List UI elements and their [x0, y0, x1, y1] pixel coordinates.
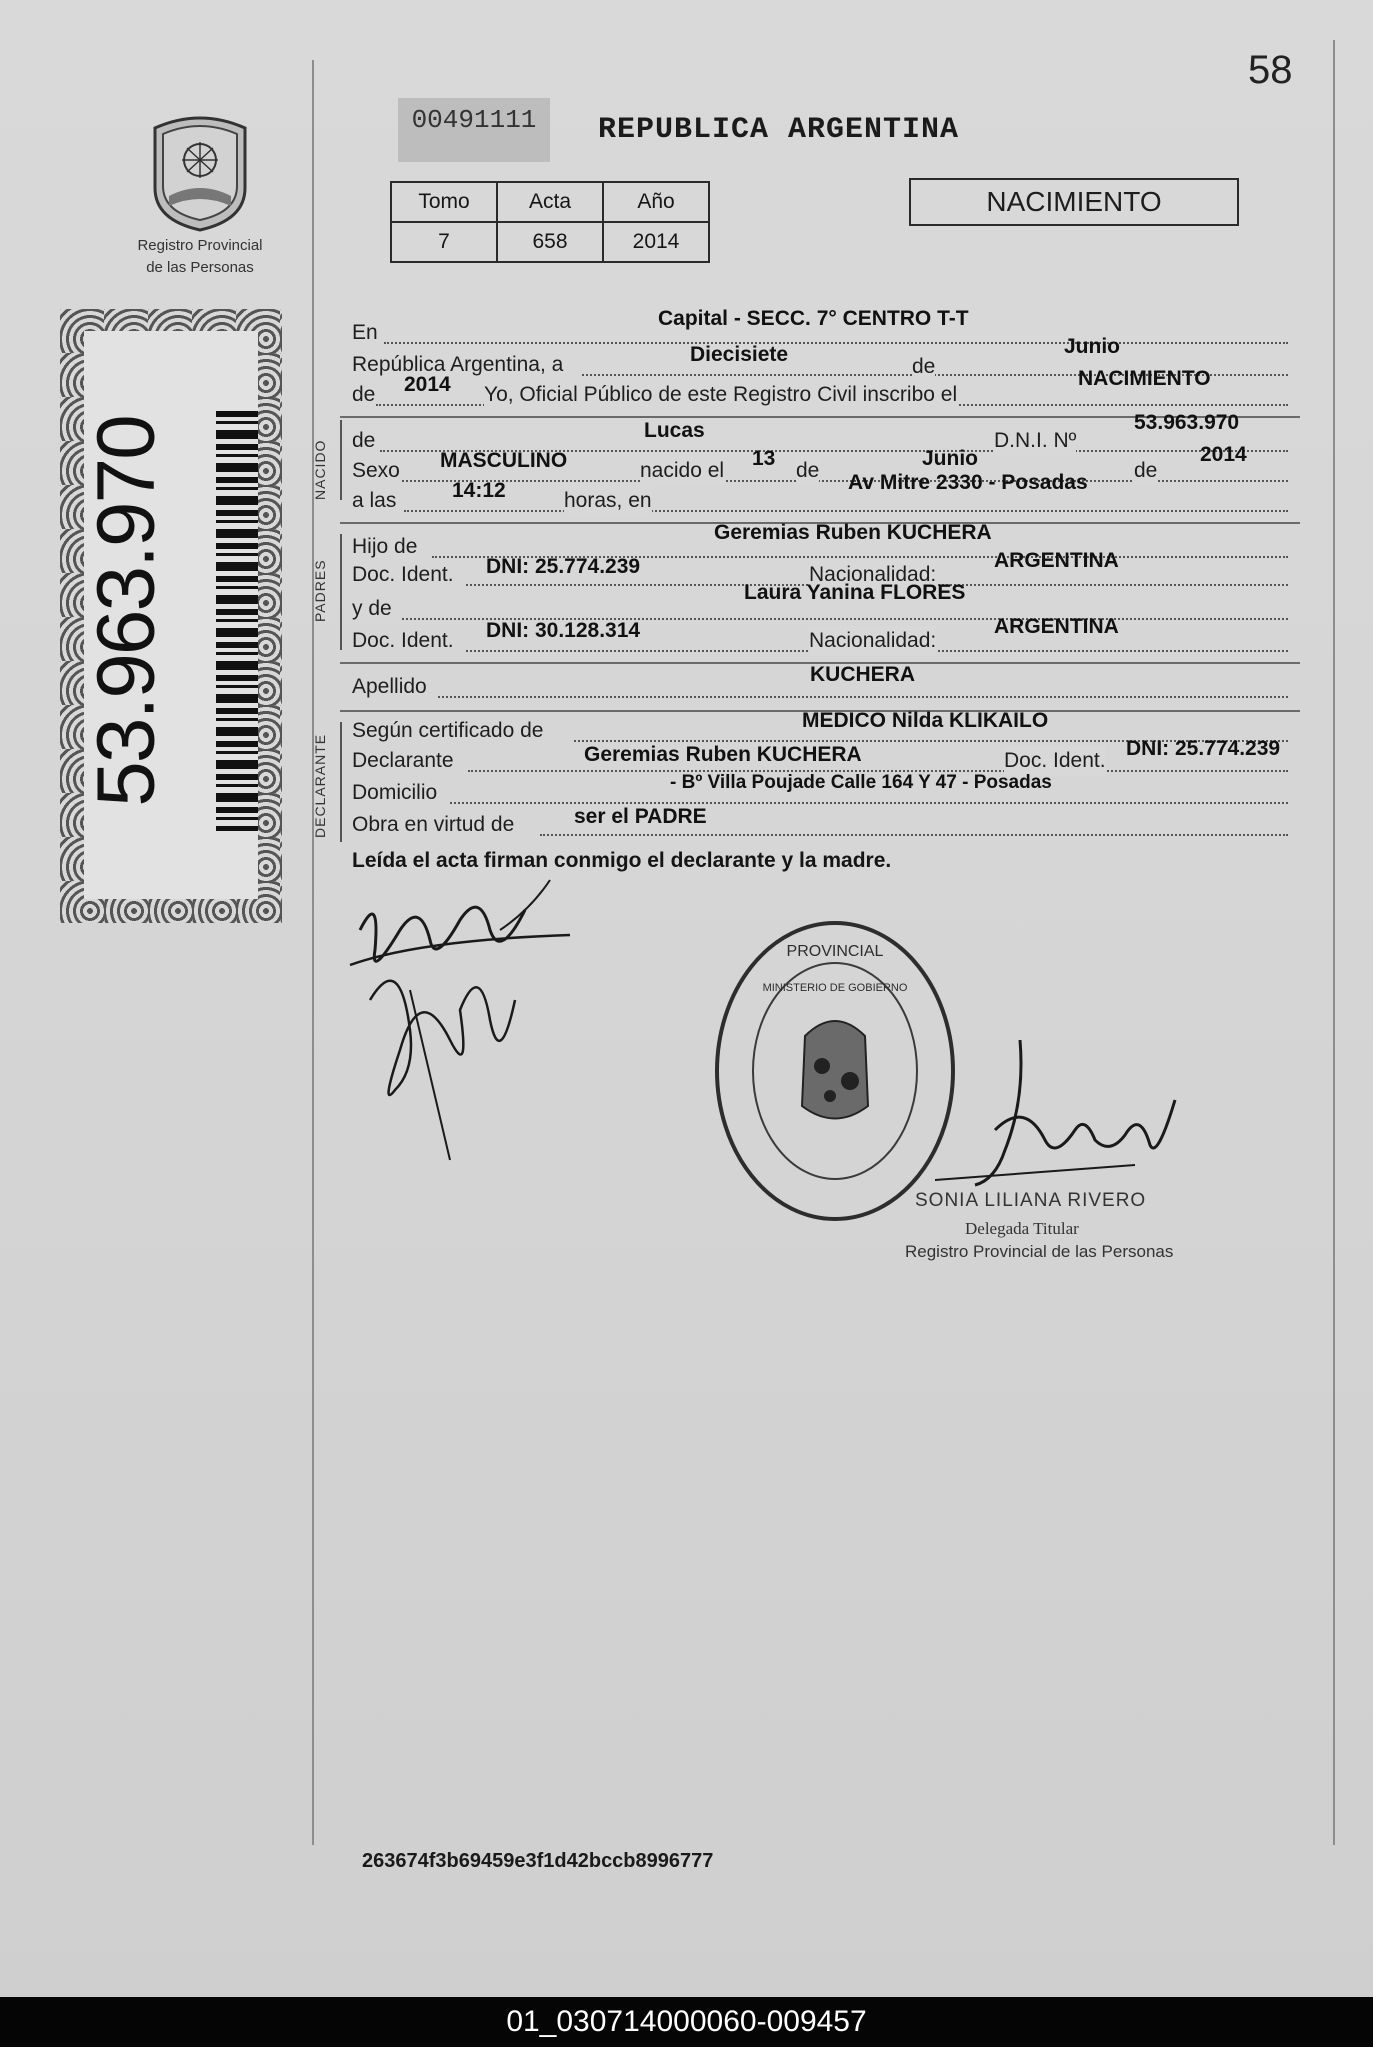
barcode-panel: [60, 309, 282, 923]
act-type-value: NACIMIENTO: [1078, 367, 1211, 390]
dotted-rule: [404, 510, 1288, 512]
hijo-de-label: Hijo de: [352, 535, 418, 558]
nacido-bracket: [340, 420, 342, 500]
month-text-value: Junio: [1064, 335, 1120, 358]
line-time: [352, 471, 1296, 516]
barcode-bars-icon: [216, 411, 258, 831]
declarante-bracket: [340, 722, 342, 842]
de-label: de: [796, 456, 819, 486]
de-label: de: [1134, 456, 1157, 486]
document-hash: 263674f3b69459e3f1d42bccb8996777: [362, 1850, 714, 1872]
father-nationality-value: ARGENTINA: [994, 549, 1119, 572]
province-logo: [130, 108, 270, 288]
nacido-section-label: NACIDO: [312, 439, 328, 500]
year-value: 2014: [603, 222, 709, 262]
page-number: 58: [1248, 48, 1293, 92]
line-oficial: [352, 367, 1296, 410]
padres-section-label: PADRES: [312, 559, 328, 622]
dni-value: 53.963.970: [1134, 411, 1240, 434]
dotted-rule: [540, 834, 1288, 836]
dotted-rule: [384, 342, 1288, 344]
birth-day-value: 13: [752, 447, 776, 470]
official-office: Registro Provincial de las Personas: [905, 1242, 1174, 1261]
de-name-label: de: [352, 429, 376, 452]
right-margin-line: [1333, 40, 1335, 1845]
record-type-box: NACIMIENTO: [909, 178, 1239, 226]
line-capacity: [352, 805, 1296, 840]
mother-name-value: Laura Yanina FLORES: [744, 581, 966, 604]
de-label: de: [912, 352, 935, 382]
official-name: SONIA LILIANA RIVERO: [915, 1190, 1147, 1211]
father-name-value: Geremias Ruben KUCHERA: [714, 521, 992, 544]
sexo-label: Sexo: [352, 459, 400, 482]
birth-year-value: 2014: [1200, 443, 1247, 466]
line-surname: [352, 663, 1296, 702]
declarant-signature: [340, 870, 590, 1170]
document-heading: REPUBLICA ARGENTINA: [598, 113, 960, 147]
logo-caption-line-1: Registro Provincial: [137, 237, 263, 254]
declarant-doc-label: Doc. Ident.: [1004, 746, 1106, 776]
horas-en-label: horas, en: [564, 486, 652, 516]
barcode-number: 53.963.970: [80, 416, 172, 807]
line-place: [352, 307, 1296, 348]
father-doc-value: DNI: 25.774.239: [486, 555, 641, 578]
line-address: [352, 772, 1296, 808]
birth-month-value: Junio: [922, 447, 978, 470]
serial-number: 00491111: [398, 98, 550, 162]
y-de-label: y de: [352, 597, 392, 620]
name-value: Lucas: [644, 419, 705, 442]
mother-doc-value: DNI: 30.128.314: [486, 619, 641, 642]
de-year-label: de: [352, 383, 376, 406]
doc-ident-label: Doc. Ident.: [352, 629, 454, 652]
barcode-label: [80, 331, 258, 899]
certificate-value: MEDICO Nilda KLIKAILO: [802, 709, 1049, 732]
en-label: En: [352, 321, 378, 344]
padres-bracket: [340, 534, 342, 650]
apellido-label: Apellido: [352, 675, 427, 698]
dotted-rule: [438, 696, 1288, 698]
acta-header: Acta: [497, 182, 603, 222]
sex-value: MASCULINO: [440, 449, 568, 472]
oficial-text: Yo, Oficial Público de este Registro Civil inscribo el: [484, 380, 957, 410]
tomo-header: Tomo: [391, 182, 497, 222]
province-emblem-icon: [145, 108, 255, 233]
year-value: 2014: [404, 373, 451, 396]
footer-id-bar: 01_030714000060-009457: [0, 1997, 1373, 2047]
svg-text:MINISTERIO DE GOBIERNO: MINISTERIO DE GOBIERNO: [762, 982, 908, 994]
birth-time-value: 14:12: [452, 479, 506, 502]
nacido-el-label: nacido el: [640, 456, 724, 486]
official-signature: [935, 1040, 1195, 1200]
nacionalidad-label: Nacionalidad:: [809, 626, 936, 656]
declarant-doc-value: DNI: 25.774.239: [1126, 737, 1281, 760]
domicilio-label: Domicilio: [352, 781, 438, 804]
doc-ident-label: Doc. Ident.: [352, 563, 454, 586]
capacity-value: ser el PADRE: [574, 805, 707, 828]
left-margin-line: [312, 60, 314, 1845]
birth-place-value: Av Mitre 2330 - Posadas: [848, 471, 1088, 494]
tomo-value: 7: [391, 222, 497, 262]
table-header-row: [391, 182, 709, 222]
declarante-label: Declarante: [352, 749, 454, 772]
dni-label: D.N.I. Nº: [994, 426, 1076, 456]
svg-text:PROVINCIAL: PROVINCIAL: [786, 943, 884, 960]
logo-caption-line-2: de las Personas: [146, 259, 254, 276]
official-title: Delegada Titular: [965, 1219, 1079, 1238]
declarante-section-label: DECLARANTE: [312, 733, 328, 838]
obra-label: Obra en virtud de: [352, 813, 515, 836]
line-mother-doc: [352, 615, 1296, 656]
a-las-label: a las: [352, 489, 397, 512]
mother-nationality-value: ARGENTINA: [994, 615, 1119, 638]
year-header: Año: [603, 182, 709, 222]
official-seal: [710, 916, 960, 1226]
day-text-value: Diecisiete: [690, 343, 789, 366]
certificado-label: Según certificado de: [352, 719, 544, 742]
surname-value: KUCHERA: [810, 663, 915, 686]
tomo-acta-year-table: [390, 181, 710, 263]
acta-value: 658: [497, 222, 603, 262]
nacionalidad-label: Nacionalidad:: [809, 560, 936, 590]
place-value: Capital - SECC. 7° CENTRO T-T: [658, 307, 969, 330]
table-value-row: [391, 222, 709, 262]
closing-statement: Leída el acta firman conmigo el declarante y la madre.: [352, 849, 892, 872]
republica-label: República Argentina, a: [352, 353, 564, 376]
declarant-value: Geremias Ruben KUCHERA: [584, 743, 862, 766]
address-value: - Bº Villa Poujade Calle 164 Y 47 - Posadas: [670, 772, 1052, 793]
